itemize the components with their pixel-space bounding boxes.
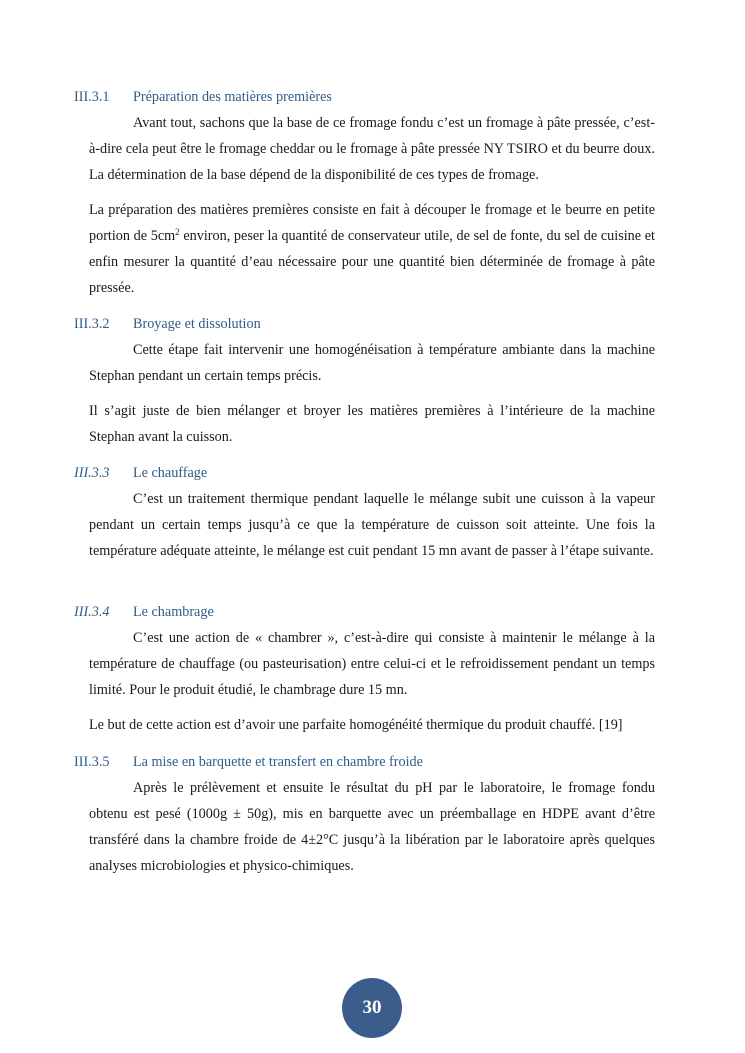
paragraph: Avant tout, sachons que la base de ce fromage fondu c’est un fromage à pâte pressée, c’est-à-dire cela peut être le fromage cheddar ou le fromage à pâte pressée NY TSIRO et du beurre doux. La détermination de la base dépend de la disponibilité de ces types de fromage.: [89, 115, 655, 183]
page-number-badge: 30: [342, 978, 402, 1038]
paragraph: [89, 197, 655, 301]
section-heading-3-5: [74, 753, 423, 771]
section-title: Préparation des matières premières: [133, 89, 332, 105]
paragraph: Le but de cette action est d’avoir une parfaite homogénéité thermique du produit chauffé. [19]: [89, 717, 623, 733]
section-number: III.3.4: [74, 604, 110, 620]
section-number: III.3.1: [74, 89, 110, 105]
paragraph-text: environ, peser la quantité de conservateur utile, de sel de fonte, du sel de cuisine et enfin mesurer la quantité d’eau nécessaire pour une quantité bien déterminée de fromage à pâte pressée.: [89, 228, 655, 296]
section-heading-3-2: [74, 315, 261, 333]
section-number: III.3.5: [74, 754, 110, 770]
paragraph: C’est un traitement thermique pendant laquelle le mélange subit une cuisson à la vapeur pendant un certain temps jusqu’à ce que la température de cuisson soit atteinte. Une fois la température adéquate atteinte, le mélange est cuit pendant 15 mn avant de passer à l’étape suivante.: [89, 491, 655, 559]
section-heading-3-3: [74, 464, 207, 482]
section-title: Broyage et dissolution: [133, 316, 261, 332]
section-heading-3-1: [74, 88, 332, 106]
paragraph: Il s’agit juste de bien mélanger et broyer les matières premières à l’intérieure de la machine Stephan avant la cuisson.: [89, 403, 655, 445]
section-number: III.3.3: [74, 465, 110, 481]
superscript: 2: [175, 227, 180, 237]
section-heading-3-4: [74, 603, 214, 621]
section-title: Le chauffage: [133, 465, 208, 481]
paragraph: Après le prélèvement et ensuite le résultat du pH par le laboratoire, le fromage fondu obtenu est pesé (1000g ± 50g), mis en barquette avec un préemballage en HDPE avant d’être transféré dans la chambre froide de 4±2°C jusqu’à la libération par le laboratoire après quelques analyses microbiologies et physico-chimiques.: [89, 780, 655, 874]
section-number: III.3.2: [74, 316, 110, 332]
paragraph: C’est une action de « chambrer », c’est-à-dire qui consiste à maintenir le mélange à la température de chauffage (ou pasteurisation) entre celui-ci et le refroidissement pendant un temps limité. Pour le produit étudié, le chambrage dure 15 mn.: [89, 630, 655, 698]
paragraph-text: La préparation des matières premières consiste en fait à découper le fromage et le beurre en petite portion de 5cm: [89, 202, 655, 244]
paragraph: Cette étape fait intervenir une homogénéisation à température ambiante dans la machine Stephan pendant un certain temps précis.: [89, 342, 655, 384]
section-title: La mise en barquette et transfert en chambre froide: [133, 754, 423, 770]
section-title: Le chambrage: [133, 604, 214, 620]
